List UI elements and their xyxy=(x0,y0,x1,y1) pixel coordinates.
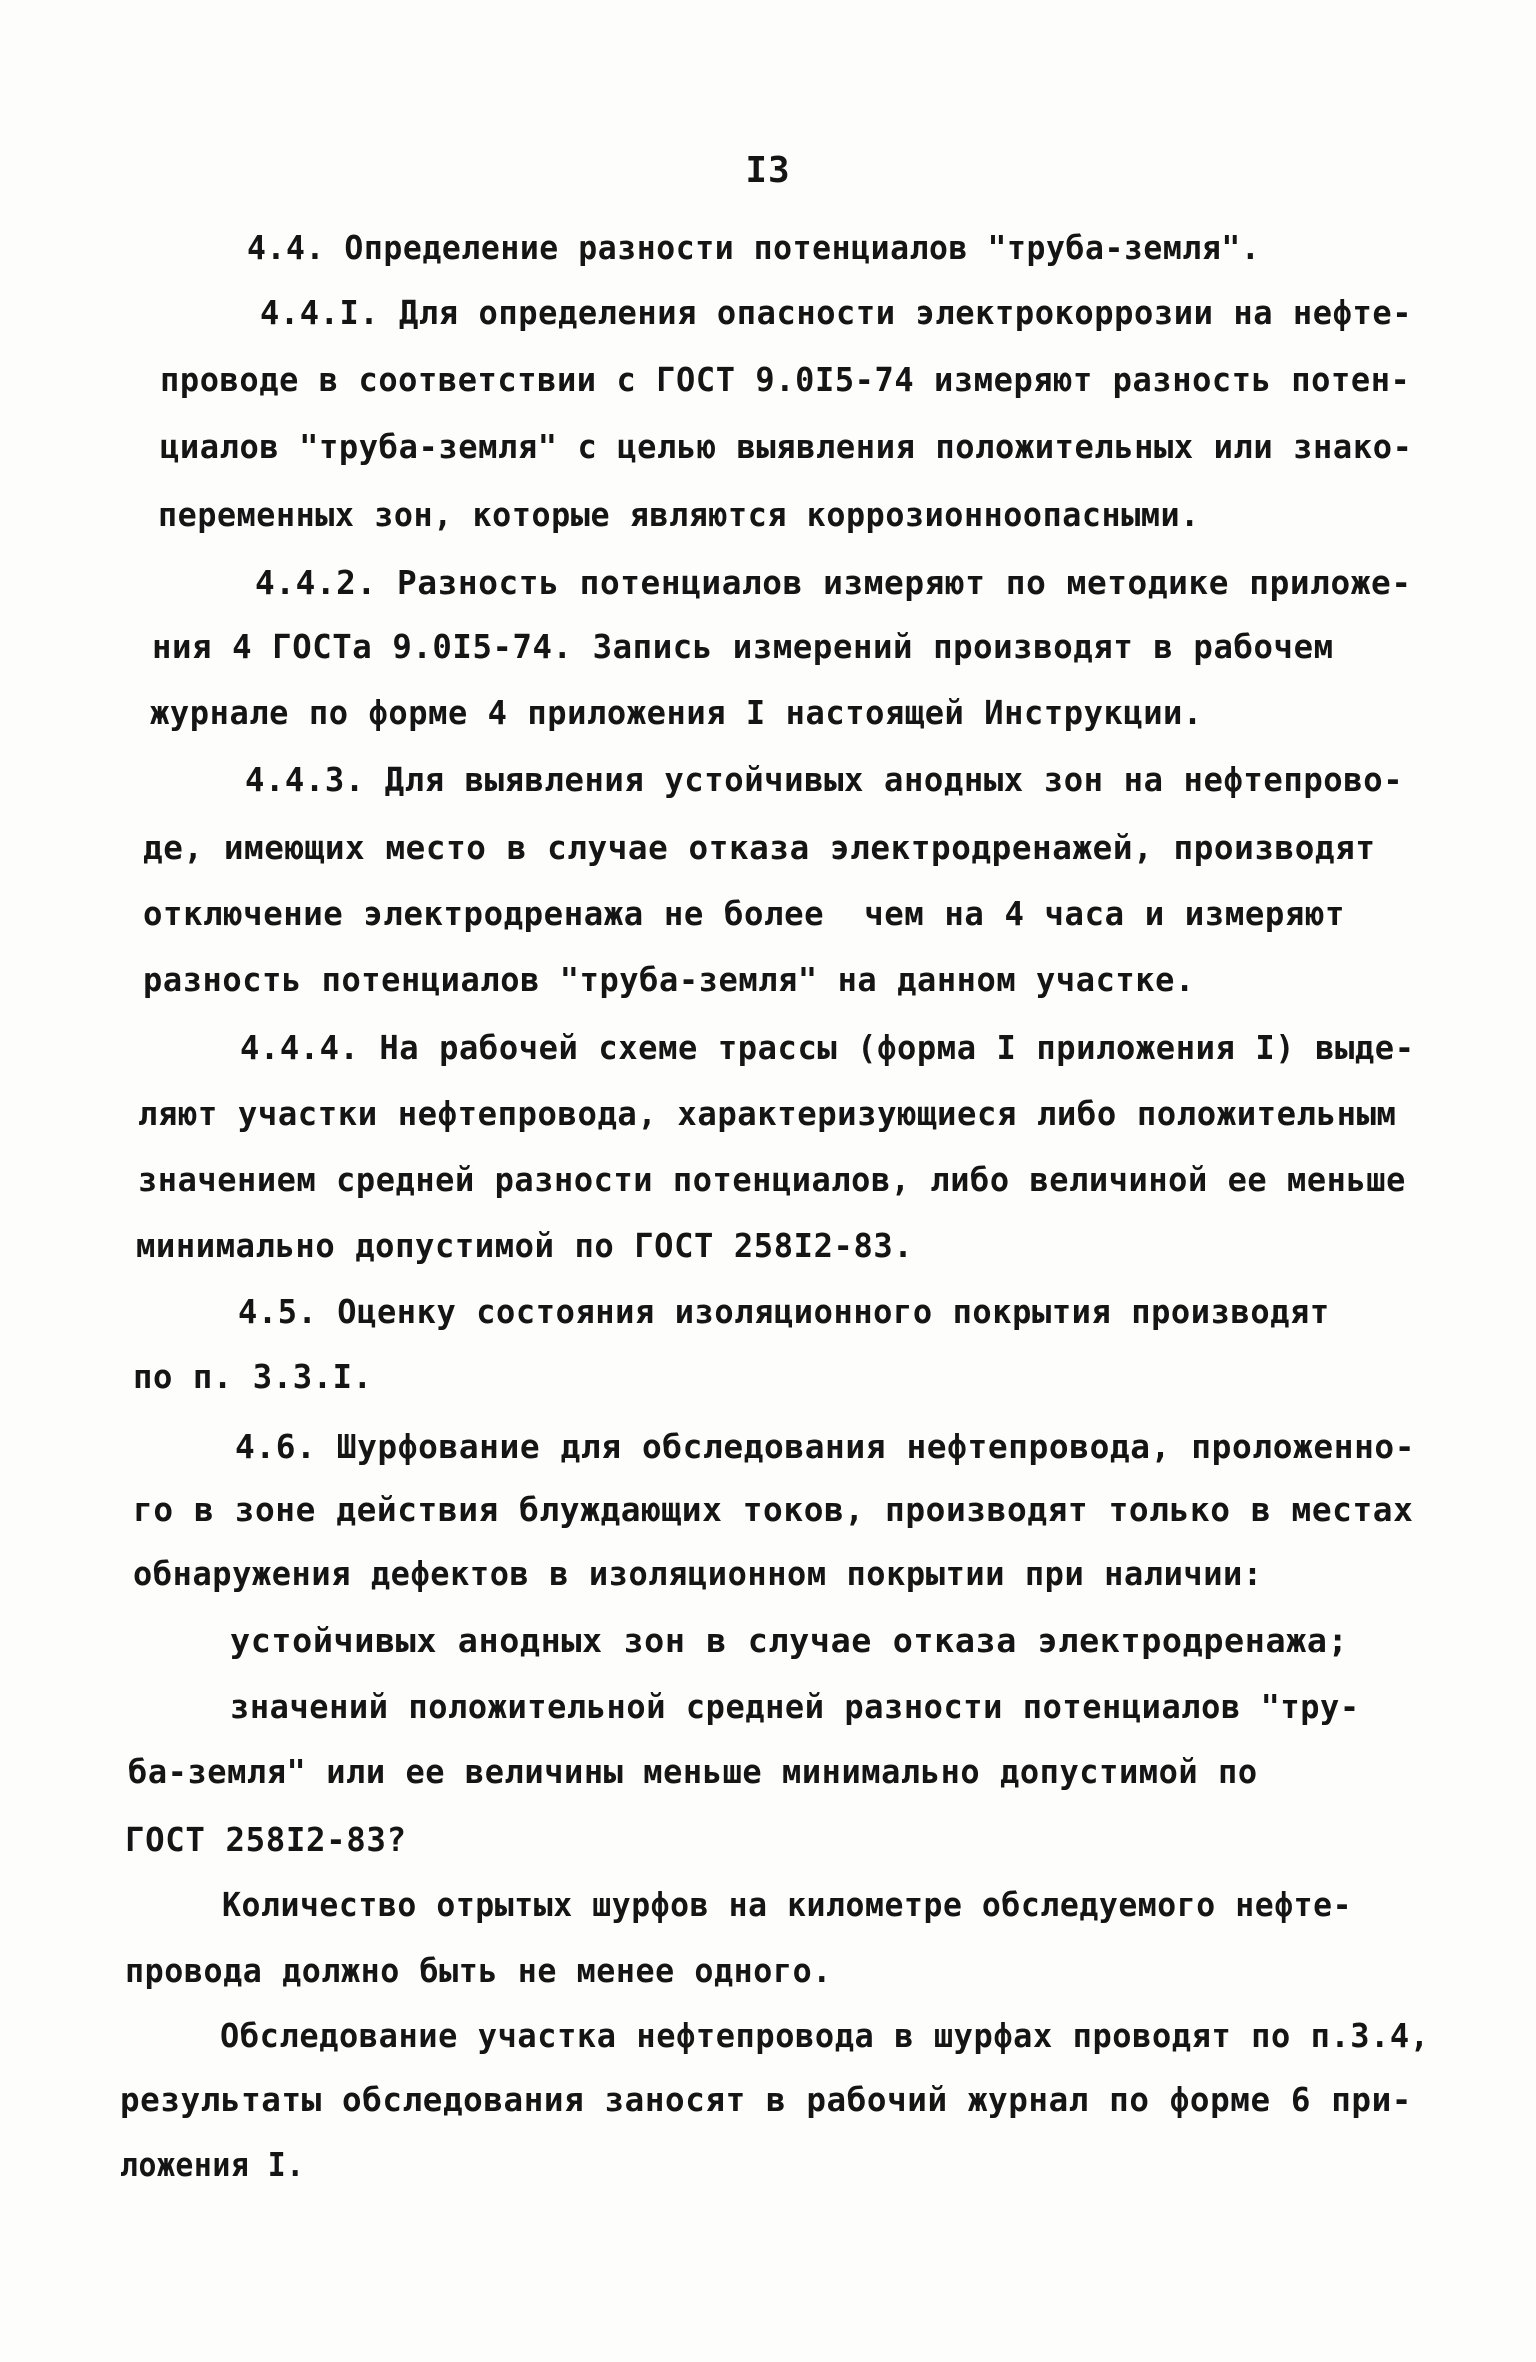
text-line: 4.6. Шурфование для обследования нефтепровода, проложенно- xyxy=(235,1427,1416,1466)
text-line: Количество отрытых шурфов на километре обследуемого нефте- xyxy=(222,1885,1353,1924)
text-line: переменных зон, которые являются коррозионноопасными. xyxy=(158,495,1200,534)
text-line: значений положительной средней разности потенциалов "тру- xyxy=(230,1687,1360,1726)
text-line: ложения I. xyxy=(120,2145,305,2184)
text-line: ляют участки нефтепровода, характеризующиеся либо положительным xyxy=(138,1094,1397,1133)
text-line: проводе в соответствии с ГОСТ 9.0I5-74 измеряют разность потен- xyxy=(160,360,1411,399)
text-line: разность потенциалов "труба-земля" на данном участке. xyxy=(143,960,1195,999)
text-line: 4.4.3. Для выявления устойчивых анодных зон на нефтепрово- xyxy=(245,760,1404,799)
text-line: обнаружения дефектов в изоляционном покрытии при наличии: xyxy=(133,1554,1263,1593)
text-line: отключение электродренажа не более чем на 4 часа и измеряют xyxy=(143,894,1346,933)
text-line: ба-земля" или ее величины меньше минимально допустимой по xyxy=(128,1752,1258,1791)
text-line: значением средней разности потенциалов, либо величиной ее меньше xyxy=(138,1160,1406,1199)
text-line: по п. 3.3.I. xyxy=(133,1357,373,1396)
text-line: 4.4.I. Для определения опасности электрокоррозии на нефте- xyxy=(260,293,1413,332)
text-line: ГОСТ 258I2-83? xyxy=(125,1820,407,1859)
text-line: циалов "труба-земля" с целью выявления положительных или знако- xyxy=(160,427,1413,466)
text-line: устойчивых анодных зон в случае отказа электродренажа; xyxy=(230,1621,1349,1660)
text-line: провода должно быть не менее одного. xyxy=(125,1951,832,1990)
text-line: 4.5. Оценку состояния изоляционного покрытия производят xyxy=(238,1292,1330,1331)
text-line: минимально допустимой по ГОСТ 258I2-83. xyxy=(136,1226,914,1265)
text-line: 4.4.4. На рабочей схеме трассы (форма I приложения I) выде- xyxy=(240,1028,1415,1067)
text-line: 4.4. Определение разности потенциалов "труба-земля". xyxy=(247,228,1261,267)
text-line: ния 4 ГОСТа 9.0I5-74. Запись измерений производят в рабочем xyxy=(152,627,1334,666)
text-line: результаты обследования заносят в рабочий журнал по форме 6 при- xyxy=(120,2080,1412,2119)
text-line: Обследование участка нефтепровода в шурфах проводят по п.3.4, xyxy=(220,2016,1430,2055)
text-line: журнале по форме 4 приложения I настоящей Инструкции. xyxy=(150,693,1203,732)
text-line: го в зоне действия блуждающих токов, производят только в местах xyxy=(133,1490,1414,1529)
text-line: де, имеющих место в случае отказа электродренажей, производят xyxy=(143,828,1376,867)
page-number: I3 xyxy=(745,150,791,191)
text-line: 4.4.2. Разность потенциалов измеряют по методике приложе- xyxy=(255,563,1412,602)
